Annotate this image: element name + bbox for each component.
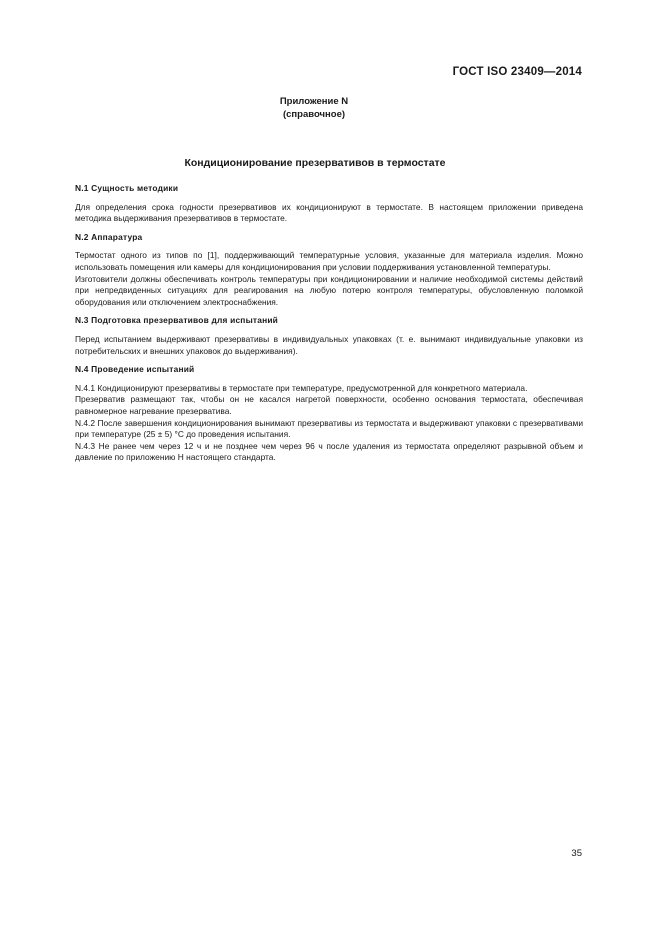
section-n3 <box>75 315 583 357</box>
section-n1 <box>75 183 583 225</box>
paragraph: N.4.2 После завершения кондиционирования вынимают презервативы из термостата и выдерживают упаковки с презервативами при температуре (25 ± 5) °С до проведения испытания. <box>75 417 583 440</box>
annex-status: (справочное) <box>282 109 346 120</box>
paragraph: Для определения срока годности презервативов их кондиционируют в термостате. В настоящем приложении приведена методика выдерживания презервативов в термостате. <box>75 201 583 224</box>
section-n2 <box>75 232 583 309</box>
paragraph: N.4.1 Кондиционируют презервативы в термостате при температуре, предусмотренной для конкретного материала. <box>75 382 528 393</box>
section-heading: N.2 Аппаратура <box>75 231 143 242</box>
paragraph: N.4.3 Не ранее чем через 12 ч и не позднее чем через 96 ч после удаления из термостата определяют разрывной объем и давление по приложению Н настоящего стандарта. <box>75 440 583 463</box>
paragraph: Перед испытанием выдерживают презервативы в индивидуальных упаковках (т. е. вынимают индивидуальные упаковки из потребительских и внешних упаковок до выдерживания). <box>75 333 583 356</box>
section-n4 <box>75 364 583 464</box>
paragraph: Термостат одного из типов по [1], поддерживающий температурные условия, указанные для материала изделия. Можно использовать помещения или камеры для кондиционирования при условии поддерживания установленной температуры. <box>75 250 583 272</box>
paragraph: Презерватив размещают так, чтобы он не касался нагретой поверхности, особенно основания термостата, обеспечивая равномерное нагревание презерватива. <box>75 394 583 416</box>
body-text <box>75 183 583 471</box>
paragraph: Изготовители должны обеспечивать контроль температуры при кондиционировании и наличие необходимой системы действий при непредвиденных ситуациях для реагирования на любую потерю контроля температуры, обусловленную поломкой оборудования или отключением электроснабжения. <box>75 273 583 307</box>
standard-code: ГОСТ ISO 23409—2014 <box>452 66 582 78</box>
annex-label: Приложение N <box>279 96 349 107</box>
section-heading: N.3 Подготовка презервативов для испытаний <box>75 315 279 326</box>
section-heading: N.4 Проведение испытаний <box>75 364 195 375</box>
section-heading: N.1 Сущность методики <box>75 183 179 193</box>
page-number: 35 <box>571 848 582 859</box>
annex-heading <box>0 95 628 121</box>
annex-title: Кондиционирование презервативов в термостате <box>184 157 446 169</box>
